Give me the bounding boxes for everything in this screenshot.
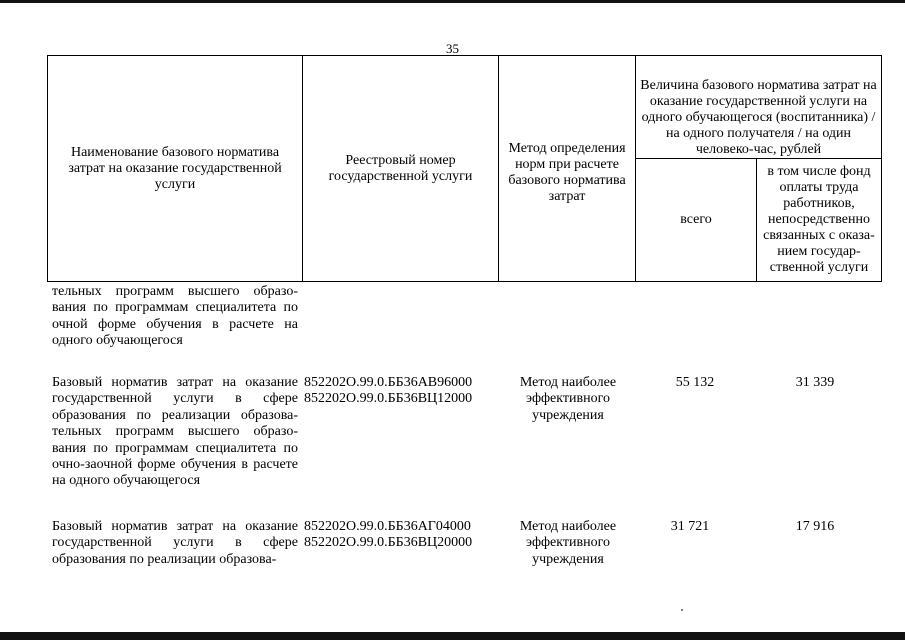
header-value-group-text: Величина базового норматива затрат на оказание государственной услуги на одного обучающегося (воспитанника) / на одного получателя / на один человеко-час, рублей — [640, 78, 877, 157]
row-registry-number: 852202О.99.0.ББ36АГ04000 — [304, 519, 471, 534]
header-value-group — [635, 55, 882, 159]
header-incl-column — [756, 158, 882, 282]
scan-speck — [681, 609, 683, 611]
page-number: 35 — [446, 41, 459, 56]
row-registry-number: 852202О.99.0.ББ36ВЦ12000 — [304, 391, 473, 406]
header-name-text: Наименование базового норматива затрат на оказание государственной услуги — [68, 144, 282, 192]
header-method-text: Метод определения норм при расчете базового норматива затрат — [508, 141, 626, 204]
header-method-column — [498, 55, 636, 282]
header-registry-text: Реестровый номер государственной услуги — [328, 152, 473, 184]
row-registry-number: 852202О.99.0.ББ36АВ96000 — [304, 375, 473, 390]
row-name: Базовый норматив затрат на оказание государственной услуги в сфере образования по реализации образова- — [52, 519, 298, 567]
row-total: 55 132 — [675, 375, 715, 390]
header-total-text: всего — [680, 212, 712, 227]
header-total-column — [635, 158, 757, 282]
row-registry-number: 852202О.99.0.ББ36ВЦ20000 — [304, 535, 473, 550]
row-name: Базовый норматив затрат на оказание государственной услуги в сфере образования по реализации образова-тельных программ высшего образо-вания по программам специалитета по очно-заочной форме обучения в расчете на одного обучающегося — [52, 375, 298, 489]
row-name-continuation: тельных программ высшего образо-вания по программам специалитета по очной форме обучения в расчете на одного обучающегося — [52, 284, 298, 349]
row-incl: 17 916 — [795, 519, 835, 534]
header-name-column — [47, 55, 303, 282]
bottom-border-line — [0, 632, 905, 640]
row-method: Метод наиболее эффективного учреждения — [519, 375, 617, 423]
row-method: Метод наиболее эффективного учреждения — [519, 519, 617, 567]
row-total: 31 721 — [670, 519, 710, 534]
header-registry-column — [302, 55, 499, 282]
header-incl-text: в том числе фонд оплаты труда работников, непосредственно связанных с оказа-нием государ-ственной услуги — [763, 164, 875, 275]
row-incl: 31 339 — [795, 375, 835, 390]
top-border-line — [0, 0, 905, 3]
